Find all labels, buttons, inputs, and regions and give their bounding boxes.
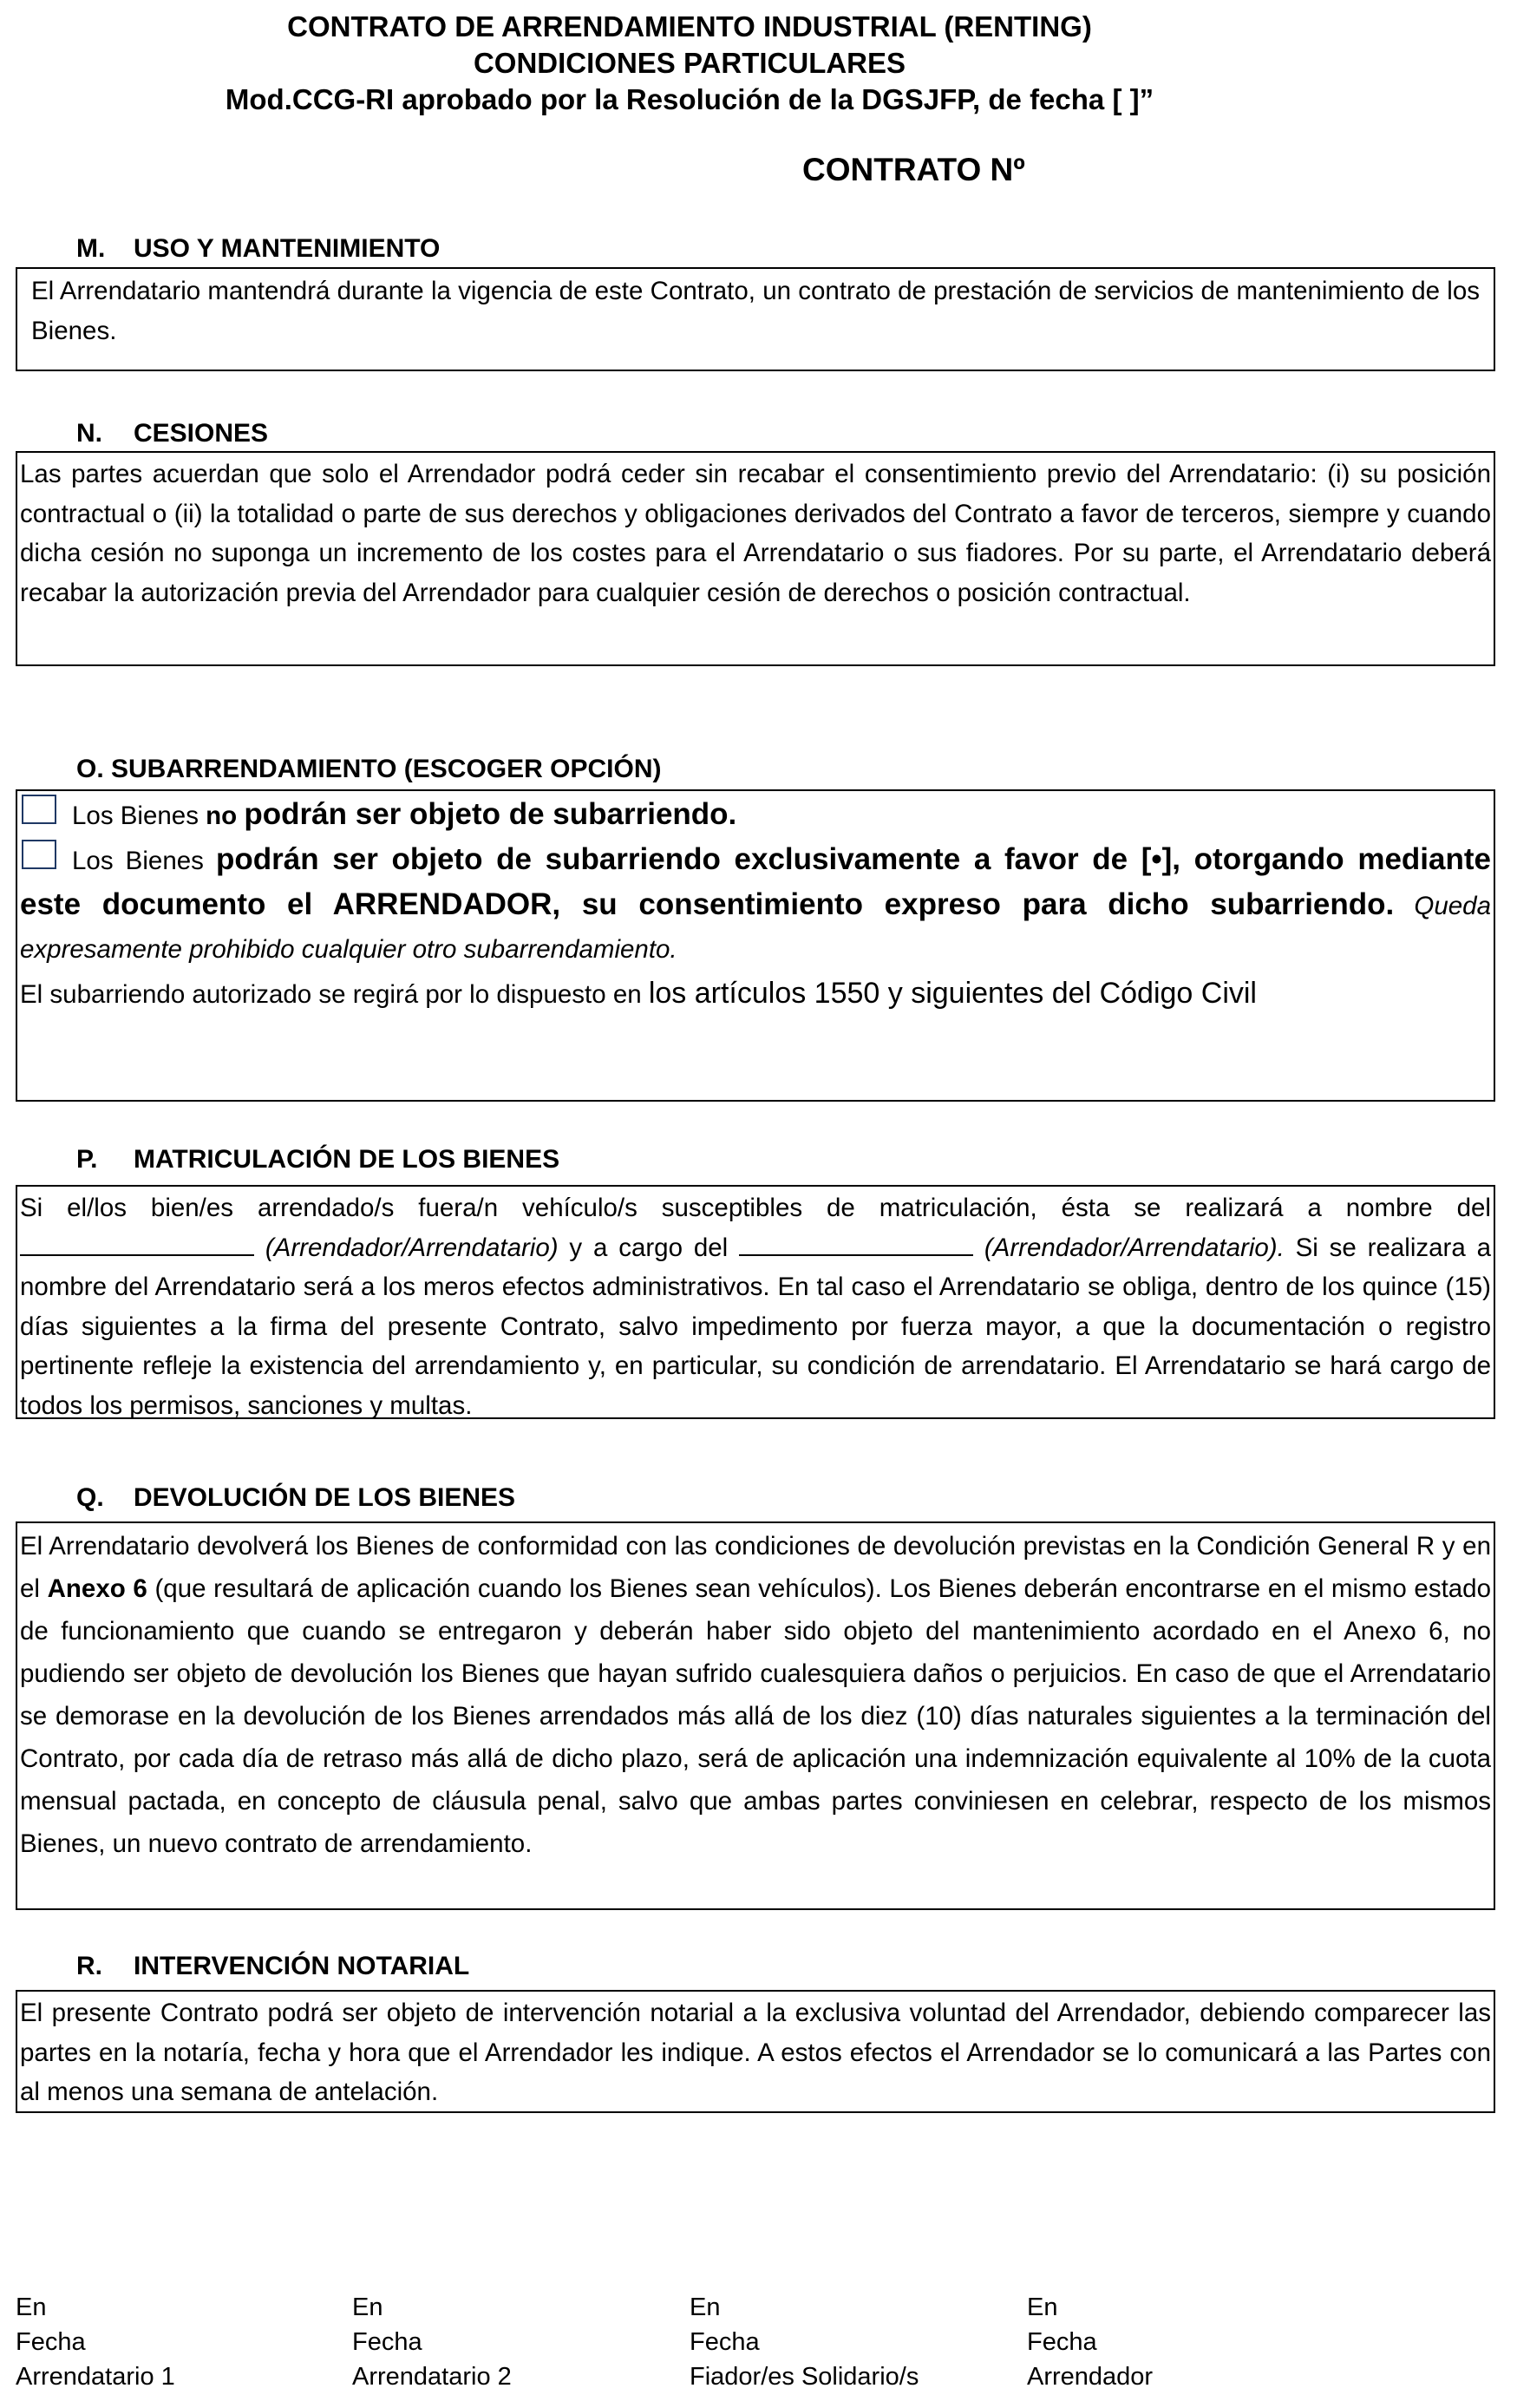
section-r-heading: INTERVENCIÓN NOTARIAL [134, 1952, 470, 1980]
document-header [0, 9, 1379, 118]
signature-block-arrendatario-1 [16, 2290, 175, 2394]
section-p-text: Si el/los bien/es arrendado/s fuera/n vehículo/s susceptibles de matriculación, ésta se realizará a nombre del (Arrendador/Arrendatario) y a cargo del (Arrendador/Arrendatario). Si se realizara a nombre del Arrendatario será a los meros efectos administrativos. En tal caso el Arrendatario se obliga, dentro de los quince (15) días siguientes a la firma del presente Contrato, salvo impedimento por fuerza mayor, a que la documentación o registro pertinente refleje la existencia del arrendamiento y, en particular, su condición de arrendatario. El Arrendatario se hará cargo de todos los permisos, sanciones y multas. [20, 1194, 1491, 1420]
section-q-text: El Arrendatario devolverá los Bienes de conformidad con las condiciones de devolución previstas en la Condición General R y en el Anexo 6 (que resultará de aplicación cuando los Bienes sean vehículos). Los Bienes deberán encontrarse en el mismo estado de funcionamiento que cuando se entregaron y deberán haber sido objeto del mantenimiento acordado en el Anexo 6, no pudiendo ser objeto de devolución los Bienes que hayan sufrido cualesquiera daños o perjuicios. En caso de que el Arrendatario se demorase en la devolución de los Bienes arrendados más allá de los diez (10) días naturales siguientes a la terminación del Contrato, por cada día de retraso más allá de dicho plazo, será de aplicación una indemnización equivalente al 10% de la cuota mensual pactada, en concepto de cláusula penal, salvo que ambas partes conviniesen en celebrar, respecto de los mismos Bienes, un nuevo contrato de arrendamiento. [20, 1532, 1491, 1858]
signature-role: Fiador/es Solidario/s [690, 2363, 919, 2391]
section-m-letter: M. [76, 234, 106, 263]
checkbox-option-1[interactable] [22, 795, 56, 824]
option-2-text-c: Queda expresamente prohibido cualquier otro subarrendamiento. [20, 892, 1491, 964]
section-o-note-a: El subarriendo autorizado se regirá por lo dispuesto en [20, 980, 649, 1009]
section-n-title [76, 417, 268, 450]
section-r-title [76, 1950, 469, 1983]
signature-place: En [16, 2293, 47, 2321]
section-n-box [16, 451, 1495, 666]
contract-number-label: CONTRATO Nº [802, 152, 1025, 187]
signature-role: Arrendador [1027, 2363, 1154, 2391]
signature-role: Arrendatario 2 [352, 2363, 512, 2391]
checkbox-option-2[interactable] [22, 840, 56, 869]
section-p-letter: P. [76, 1145, 98, 1174]
section-m-box [16, 267, 1495, 371]
section-r-text: El presente Contrato podrá ser objeto de intervención notarial a la exclusiva voluntad del Arrendador, debiendo comparecer las partes en la notaría, fecha y hora que el Arrendador les indique. A estos efectos el Arrendador se lo comunicará a las Partes con al menos una semana de antelación. [20, 1999, 1491, 2106]
signature-block-arrendatario-2 [352, 2290, 512, 2394]
signature-date: Fecha [16, 2328, 86, 2356]
section-m-title [76, 232, 440, 265]
option-2-text-a: Los Bienes [72, 847, 217, 875]
section-n-text: Las partes acuerdan que solo el Arrendador podrá ceder sin recabar el consentimiento previo del Arrendatario: (i) su posición contractual o (ii) la totalidad o parte de sus derechos y obligaciones derivados del Contrato a favor de terceros, siempre y cuando dicha cesión no suponga un incremento de los costes para el Arrendatario o sus fiadores. Por su parte, el Arrendatario deberá recabar la autorización previa del Arrendador para cualquier cesión de derechos o posición contractual. [20, 460, 1491, 607]
section-q-box [16, 1521, 1495, 1910]
section-r-letter: R. [76, 1952, 102, 1980]
option-no-subarriendo [20, 793, 1491, 838]
header-title: CONTRATO DE ARRENDAMIENTO INDUSTRIAL (RENTING) [287, 10, 1092, 43]
section-q-heading: DEVOLUCIÓN DE LOS BIENES [134, 1483, 516, 1512]
section-o-box [16, 789, 1495, 1102]
signature-date: Fecha [352, 2328, 422, 2356]
signature-block-arrendador [1027, 2290, 1153, 2394]
header-subtitle: CONDICIONES PARTICULARES [473, 47, 906, 79]
section-n-heading: CESIONES [134, 419, 269, 448]
section-p-box [16, 1185, 1495, 1419]
signature-place: En [1027, 2293, 1058, 2321]
section-m-text: El Arrendatario mantendrá durante la vigencia de este Contrato, un contrato de prestación de servicios de mantenimiento de los Bienes. [31, 277, 1480, 345]
section-p-title [76, 1143, 559, 1176]
section-q-letter: Q. [76, 1483, 104, 1512]
section-o-title: O. SUBARRENDAMIENTO (ESCOGER OPCIÓN) [76, 755, 662, 783]
signature-role: Arrendatario 1 [16, 2363, 175, 2391]
signature-place: En [690, 2293, 721, 2321]
option-subarriendo [20, 838, 1491, 972]
option-2-text-b: podrán ser objeto de subarriendo exclusivamente a favor de [•], otorgando mediante este documento el ARRENDADOR, su consentimiento expreso para dicho subarriendo. [20, 842, 1491, 921]
section-p-heading: MATRICULACIÓN DE LOS BIENES [134, 1145, 560, 1174]
blank-field-2[interactable] [739, 1253, 973, 1256]
option-1-text-b: no [206, 802, 245, 830]
signature-place: En [352, 2293, 383, 2321]
section-o-note [20, 972, 1491, 1017]
section-o-note-b: los artículos 1550 y siguientes del Código Civil [648, 977, 1257, 1010]
section-m-heading: USO Y MANTENIMIENTO [134, 234, 441, 263]
header-model-reference: Mod.CCG-RI aprobado por la Resolución de la DGSJFP, de fecha [ ]” [225, 83, 1154, 115]
signature-block-fiador [690, 2290, 919, 2394]
blank-field-1[interactable] [20, 1253, 254, 1256]
section-q-title [76, 1482, 515, 1515]
signature-date: Fecha [1027, 2328, 1097, 2356]
option-1-text-a: Los Bienes [72, 802, 206, 830]
section-n-letter: N. [76, 419, 102, 448]
signature-date: Fecha [690, 2328, 760, 2356]
option-1-text-c: podrán ser objeto de subarriendo. [244, 797, 737, 831]
section-r-box [16, 1990, 1495, 2113]
